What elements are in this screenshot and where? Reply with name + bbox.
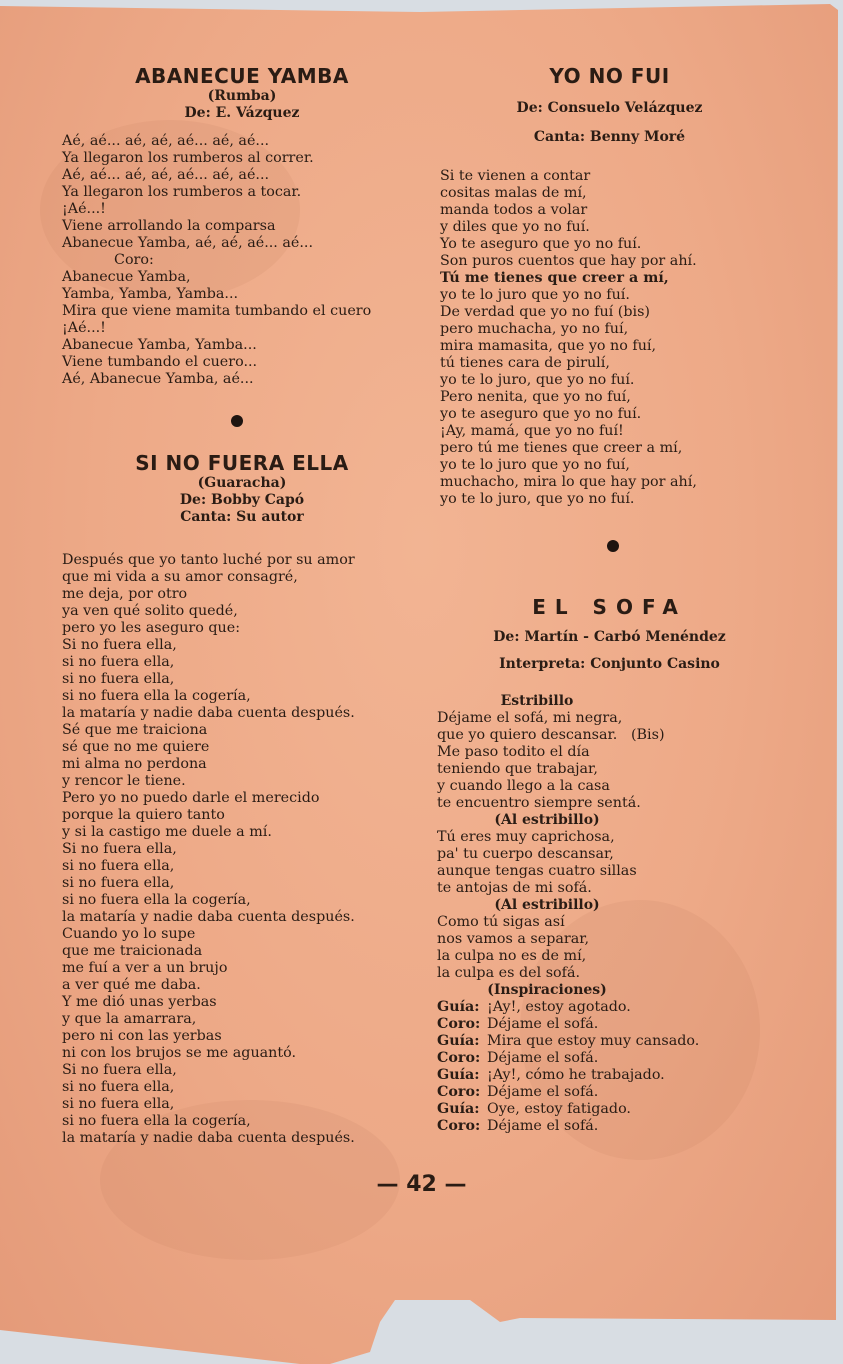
lyric-line: mi alma no perdona bbox=[62, 756, 207, 772]
lyric-line: si no fuera ella la cogería, bbox=[62, 892, 251, 908]
lyric-line: y cuando llego a la casa bbox=[437, 778, 610, 794]
lyric-line: Si no fuera ella, bbox=[62, 1062, 177, 1078]
lyric-line: Son puros cuentos que hay por ahí. bbox=[440, 253, 697, 269]
lyric-line: te antojas de mi sofá. bbox=[437, 880, 592, 896]
dialog-text: Oye, estoy fatigado. bbox=[487, 1101, 631, 1117]
dialog-text: ¡Ay!, cómo he trabajado. bbox=[487, 1067, 665, 1083]
lyric-line: Abanecue Yamba, Yamba... bbox=[62, 337, 257, 353]
lyric-line: Aé, aé... aé, aé, aé... aé, aé... bbox=[62, 133, 270, 149]
lyric-line: yo te lo juro que yo no fuí, bbox=[440, 457, 630, 473]
song-genre: (Guaracha) bbox=[197, 475, 287, 491]
lyric-line: pero tú me tienes que creer a mí, bbox=[440, 440, 683, 456]
lyric-line: sé que no me quiere bbox=[62, 739, 210, 755]
page-number: — 42 — bbox=[376, 1172, 467, 1197]
dialog-row bbox=[437, 1016, 817, 1033]
lyric-line: Ya llegaron los rumberos al correr. bbox=[62, 150, 314, 166]
lyric-line: ¡Ay, mamá, que yo no fuí! bbox=[440, 423, 624, 439]
lyric-line: que me traicionada bbox=[62, 943, 203, 959]
section-bullet bbox=[231, 415, 243, 427]
dialog-row bbox=[437, 1050, 817, 1067]
lyric-line: y si la castigo me duele a mí. bbox=[62, 824, 272, 840]
speaker-label: Guía: bbox=[437, 999, 480, 1015]
song-title: YO NO FUI bbox=[549, 64, 670, 88]
dialog-row bbox=[437, 1101, 817, 1118]
speaker-label: Guía: bbox=[437, 1101, 480, 1117]
lyric-line: si no fuera ella, bbox=[62, 671, 175, 687]
lyric-line: pero ni con las yerbas bbox=[62, 1028, 222, 1044]
lyric-line: Como tú sigas así bbox=[437, 914, 565, 930]
lyric-line: De verdad que yo no fuí (bis) bbox=[440, 304, 650, 320]
lyric-line: Aé, Abanecue Yamba, aé... bbox=[62, 371, 254, 387]
lyric-line: porque la quiero tanto bbox=[62, 807, 225, 823]
lyric-line: cositas malas de mí, bbox=[440, 185, 587, 201]
lyric-line: y que la amarrara, bbox=[62, 1011, 197, 1027]
song-singer: Canta: Su autor bbox=[180, 509, 304, 525]
lyric-line: Viene tumbando el cuero... bbox=[62, 354, 258, 370]
lyric-line: Abanecue Yamba, aé, aé, aé... aé... bbox=[62, 235, 313, 251]
song-singer: Canta: Benny Moré bbox=[533, 129, 686, 145]
lyric-line: me fuí a ver a un brujo bbox=[62, 960, 228, 976]
song-el-sofa bbox=[437, 595, 817, 1135]
lyric-line: Después que yo tanto luché por su amor bbox=[62, 552, 355, 568]
song-si-no-fuera-ella bbox=[62, 451, 422, 1147]
song-yo-no-fui bbox=[437, 64, 817, 508]
song-title: SI NO FUERA ELLA bbox=[135, 451, 349, 475]
lyric-line: yo te lo juro que yo no fuí. bbox=[440, 287, 630, 303]
lyric-line: y diles que yo no fuí. bbox=[440, 219, 590, 235]
lyric-line: Viene arrollando la comparsa bbox=[62, 218, 276, 234]
dialog-text: ¡Ay!, estoy agotado. bbox=[487, 999, 631, 1015]
speaker-label: Guía: bbox=[437, 1067, 480, 1083]
lyric-line: ¡Aé...! bbox=[62, 201, 106, 217]
dialog-row bbox=[437, 1033, 817, 1050]
dialog-row bbox=[437, 1067, 817, 1084]
lyric-line: la mataría y nadie daba cuenta después. bbox=[62, 1130, 355, 1146]
lyric-line: yo te lo juro, que yo no fuí. bbox=[440, 372, 635, 388]
dialog-row bbox=[437, 999, 817, 1016]
lyric-line: Cuando yo lo supe bbox=[62, 926, 196, 942]
speaker-label: Coro: bbox=[437, 1084, 481, 1100]
lyric-line: Yo te aseguro que yo no fuí. bbox=[440, 236, 642, 252]
song-title: ABANECUE YAMBA bbox=[135, 64, 349, 88]
lyric-line: te encuentro siempre sentá. bbox=[437, 795, 641, 811]
lyric-line: que mi vida a su amor consagré, bbox=[62, 569, 298, 585]
section-bullet bbox=[607, 540, 619, 552]
verse-lyrics bbox=[437, 829, 817, 897]
song-singer: Interpreta: Conjunto Casino bbox=[499, 656, 720, 672]
lyric-line: muchacho, mira lo que hay por ahí, bbox=[440, 474, 697, 490]
lyric-line: Pero yo no puedo darle el merecido bbox=[62, 790, 320, 806]
lyric-line: si no fuera ella, bbox=[62, 875, 175, 891]
lyric-line: mira mamasita, que yo no fuí, bbox=[440, 338, 657, 354]
lyric-line: si no fuera ella, bbox=[62, 1096, 175, 1112]
dialog-text: Déjame el sofá. bbox=[487, 1050, 599, 1066]
lyric-line: pero yo les aseguro que: bbox=[62, 620, 241, 636]
lyric-line: si no fuera ella la cogería, bbox=[62, 688, 251, 704]
lyric-line: manda todos a volar bbox=[440, 202, 588, 218]
speaker-label: Guía: bbox=[437, 1033, 480, 1049]
dialog-row bbox=[437, 1084, 817, 1101]
verse-lyrics bbox=[437, 914, 817, 982]
dialog-text: Déjame el sofá. bbox=[487, 1084, 599, 1100]
song-lyrics bbox=[62, 133, 422, 388]
lyric-line: Tú eres muy caprichosa, bbox=[437, 829, 615, 845]
lyric-line: yo te lo juro, que yo no fuí. bbox=[440, 491, 635, 507]
lyric-line: Tú me tienes que creer a mí, bbox=[440, 270, 669, 286]
lyric-line: Si te vienen a contar bbox=[440, 168, 591, 184]
speaker-label: Coro: bbox=[437, 1016, 481, 1032]
song-lyrics bbox=[62, 552, 422, 1147]
lyric-line: Sé que me traiciona bbox=[62, 722, 208, 738]
estribillo-label: Estribillo bbox=[500, 693, 574, 709]
al-estribillo-label: (Al estribillo) bbox=[494, 812, 600, 828]
lyric-line: si no fuera ella, bbox=[62, 858, 175, 874]
lyric-line: Si no fuera ella, bbox=[62, 841, 177, 857]
song-author: De: Martín - Carbó Menéndez bbox=[493, 629, 726, 645]
dialog-text: Mira que estoy muy cansado. bbox=[487, 1033, 700, 1049]
lyric-line: si no fuera ella, bbox=[62, 654, 175, 670]
song-author: De: Consuelo Velázquez bbox=[516, 100, 703, 116]
lyric-line: me deja, por otro bbox=[62, 586, 188, 602]
dialog-text: Déjame el sofá. bbox=[487, 1016, 599, 1032]
lyric-line: nos vamos a separar, bbox=[437, 931, 590, 947]
song-genre: (Rumba) bbox=[207, 88, 277, 104]
lyric-line: Déjame el sofá, mi negra, bbox=[437, 710, 623, 726]
song-author: De: Bobby Capó bbox=[179, 492, 305, 508]
speaker-label: Coro: bbox=[437, 1118, 481, 1134]
lyric-line: Pero nenita, que yo no fuí, bbox=[440, 389, 631, 405]
song-abanecue-yamba bbox=[62, 64, 422, 388]
lyric-line: Ya llegaron los rumberos a tocar. bbox=[62, 184, 302, 200]
lyric-line: Y me dió unas yerbas bbox=[62, 994, 217, 1010]
estribillo-lyrics bbox=[437, 710, 817, 812]
lyric-line: Si no fuera ella, bbox=[62, 637, 177, 653]
lyric-line: a ver qué me daba. bbox=[62, 977, 201, 993]
lyric-line: la mataría y nadie daba cuenta después. bbox=[62, 909, 355, 925]
chorus-label: Coro: bbox=[114, 252, 154, 268]
lyric-line: Mira que viene mamita tumbando el cuero bbox=[62, 303, 372, 319]
lyric-line: Yamba, Yamba, Yamba... bbox=[62, 286, 239, 302]
dialog-text: Déjame el sofá. bbox=[487, 1118, 599, 1134]
lyric-line: ni con los brujos se me aguantó. bbox=[62, 1045, 297, 1061]
lyric-line: la culpa es del sofá. bbox=[437, 965, 581, 981]
lyric-line: yo te aseguro que yo no fuí. bbox=[440, 406, 642, 422]
call-response bbox=[437, 999, 817, 1135]
lyric-line: ya ven qué solito quedé, bbox=[62, 603, 238, 619]
lyric-line: ¡Aé...! bbox=[62, 320, 106, 336]
lyric-line: tú tienes cara de pirulí, bbox=[440, 355, 610, 371]
song-lyrics bbox=[437, 168, 817, 508]
lyric-line: pa' tu cuerpo descansar, bbox=[437, 846, 614, 862]
lyric-line: que yo quiero descansar. (Bis) bbox=[437, 727, 665, 743]
song-author: De: E. Vázquez bbox=[184, 105, 300, 121]
dialog-row bbox=[437, 1118, 817, 1135]
speaker-label: Coro: bbox=[437, 1050, 481, 1066]
lyric-line: pero muchacha, yo no fuí, bbox=[440, 321, 629, 337]
lyric-line: la mataría y nadie daba cuenta después. bbox=[62, 705, 355, 721]
lyric-line: Aé, aé... aé, aé, aé... aé, aé... bbox=[62, 167, 270, 183]
lyric-line: si no fuera ella la cogería, bbox=[62, 1113, 251, 1129]
song-title: EL SOFA bbox=[532, 595, 687, 619]
lyric-line: teniendo que trabajar, bbox=[437, 761, 598, 777]
lyric-line: Abanecue Yamba, bbox=[62, 269, 191, 285]
lyric-line: si no fuera ella, bbox=[62, 1079, 175, 1095]
lyric-line: y rencor le tiene. bbox=[62, 773, 186, 789]
lyric-line: Me paso todito el día bbox=[437, 744, 590, 760]
al-estribillo-label: (Al estribillo) bbox=[494, 897, 600, 913]
lyric-line: la culpa no es de mí, bbox=[437, 948, 587, 964]
lyric-line: aunque tengas cuatro sillas bbox=[437, 863, 637, 879]
inspiraciones-label: (Inspiraciones) bbox=[487, 982, 607, 998]
